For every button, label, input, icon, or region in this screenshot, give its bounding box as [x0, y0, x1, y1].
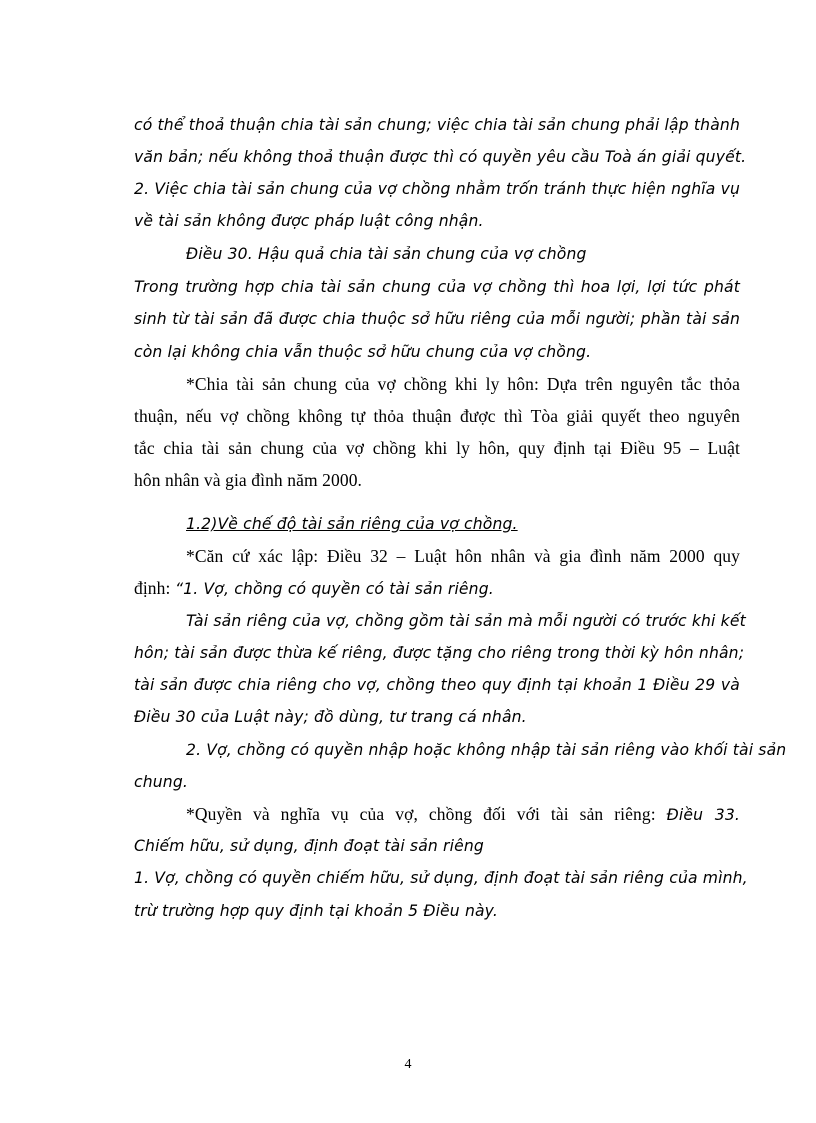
rights-article-ref: Điều 33.: [666, 806, 741, 824]
rights-line-3: 1. Vợ, chồng có quyền chiếm hữu, sử dụng, định đoạt tài sản riêng của mình,: [134, 869, 748, 887]
article30-heading: Điều 30. Hậu quả chia tài sản chung của vợ chồng: [186, 245, 587, 263]
basis-line-5: tài sản được chia riêng cho vợ, chồng theo quy định tại khoản 1 Điều 29 và: [134, 676, 740, 694]
section-heading-1-2: 1.2)Về chế độ tài sản riêng của vợ chồng.: [186, 515, 518, 533]
rights-line-1-prefix: *Quyền và nghĩa vụ của vợ, chồng đối với tài sản riêng:: [186, 804, 667, 824]
divorce-division-line-4: hôn nhân và gia đình năm 2000.: [134, 470, 363, 490]
page-number: 4: [404, 1057, 412, 1072]
article29-line-4: về tài sản không được pháp luật công nhận.: [134, 212, 484, 230]
basis-line-2: [134, 577, 740, 600]
article29-line-3: 2. Việc chia tài sản chung của vợ chồng nhằm trốn tránh thực hiện nghĩa vụ: [134, 180, 740, 198]
basis-line-3: Tài sản riêng của vợ, chồng gồm tài sản mà mỗi người có trước khi kết: [186, 612, 746, 630]
article30-line-2: sinh từ tài sản đã được chia thuộc sở hữu riêng của mỗi người; phần tài sản: [134, 310, 740, 328]
basis-line-7: 2. Vợ, chồng có quyền nhập hoặc không nhập tài sản riêng vào khối tài sản: [186, 741, 787, 759]
rights-line-4: trừ trường hợp quy định tại khoản 5 Điều này.: [134, 902, 498, 920]
divorce-division-line-3: tắc chia tài sản chung của vợ chồng khi ly hôn, quy định tại Điều 95 – Luật: [134, 438, 740, 458]
basis-line-1: *Căn cứ xác lập: Điều 32 – Luật hôn nhân và gia đình năm 2000 quy: [186, 546, 740, 566]
article30-line-3: còn lại không chia vẫn thuộc sở hữu chung của vợ chồng.: [134, 343, 592, 361]
rights-line-1: [186, 803, 740, 826]
basis-line-4: hôn; tài sản được thừa kế riêng, được tặng cho riêng trong thời kỳ hôn nhân;: [134, 644, 745, 662]
basis-line-2-prefix: định:: [134, 578, 175, 598]
divorce-division-line-2: thuận, nếu vợ chồng không tự thỏa thuận được thì Tòa giải quyết theo nguyên: [134, 406, 740, 426]
article30-line-1: Trong trường hợp chia tài sản chung của vợ chồng thì hoa lợi, lợi tức phát: [134, 278, 740, 296]
divorce-division-line-1: *Chia tài sản chung của vợ chồng khi ly hôn: Dựa trên nguyên tắc thỏa: [186, 374, 740, 394]
rights-line-2: Chiếm hữu, sử dụng, định đoạt tài sản riêng: [134, 837, 484, 855]
basis-line-6: Điều 30 của Luật này; đồ dùng, tư trang cá nhân.: [134, 708, 527, 726]
basis-quote-start: “1. Vợ, chồng có quyền có tài sản riêng.: [174, 580, 494, 598]
article29-line-2: văn bản; nếu không thoả thuận được thì có quyền yêu cầu Toà án giải quyết.: [134, 148, 747, 166]
article29-line-1: có thể thoả thuận chia tài sản chung; việc chia tài sản chung phải lập thành: [134, 116, 740, 134]
basis-line-8: chung.: [134, 773, 188, 791]
